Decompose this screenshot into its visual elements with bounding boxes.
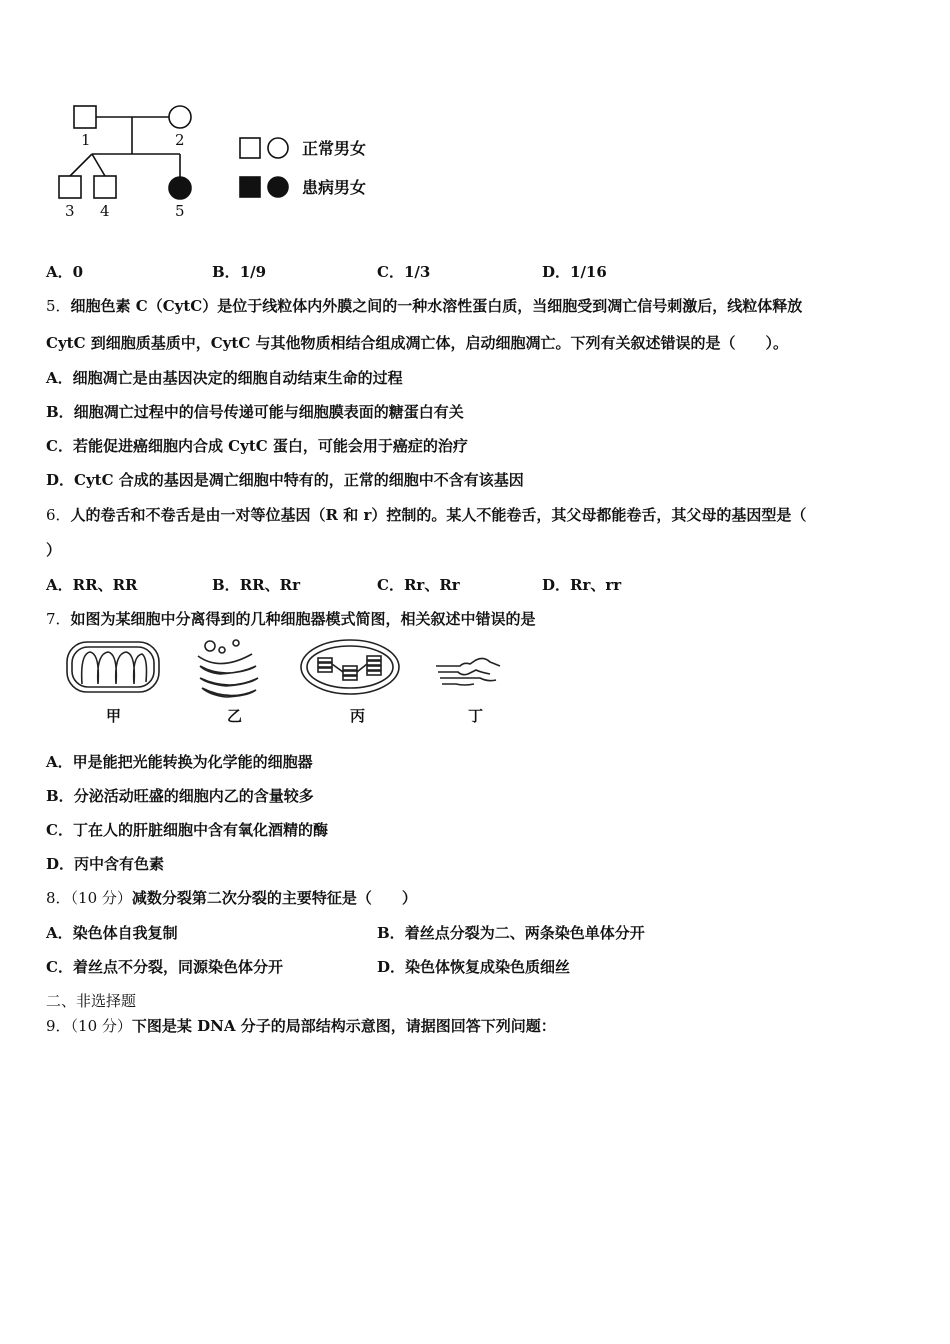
figure-label-jia: 甲: [106, 707, 122, 725]
q4-option-d: D．1/16: [542, 263, 607, 281]
q7-option-b: B．分泌活动旺盛的细胞内乙的含量较多: [46, 787, 314, 805]
q5-option-d: D．CytC 合成的基因是凋亡细胞中特有的，正常的细胞中不含有该基因: [46, 471, 524, 489]
q8-option-b: B．着丝点分裂为二、两条染色单体分开: [377, 924, 645, 942]
figure-label-bing: 丙: [350, 707, 366, 725]
individual-5-affected-female: [169, 177, 191, 199]
legend-affected-text: 患病男女: [302, 178, 367, 197]
pedigree-label: 5: [175, 202, 185, 220]
q8-option-d: D．染色体恢复成染色质细丝: [377, 958, 571, 976]
q6-option-d: D．Rr、rr: [542, 576, 622, 594]
q7-option-c: C．丁在人的肝脏细胞中含有氧化酒精的酶: [46, 821, 328, 839]
pedigree-figure: [40, 98, 400, 226]
q6-option-a: A．RR、RR: [46, 576, 138, 594]
legend-normal-female: [268, 138, 288, 158]
figure-label-yi: 乙: [227, 707, 243, 725]
figure-label-ding: 丁: [468, 707, 484, 725]
q5-option-b: B．细胞凋亡过程中的信号传递可能与细胞膜表面的糖蛋白有关: [46, 403, 464, 421]
individual-3-male: [59, 176, 81, 198]
q5-stem-line2: CytC 到细胞质基质中，CytC 与其他物质相结合组成凋亡体，启动细胞凋亡。下列有关叙述错误的是（ ）。: [46, 334, 788, 352]
chloroplast-drawing: [301, 640, 399, 694]
legend-affected-female: [268, 177, 288, 197]
individual-1-male: [74, 106, 96, 128]
q4-option-b: B．1/9: [212, 263, 267, 281]
pedigree-label: 2: [175, 131, 185, 149]
q6-option-c: C．Rr、Rr: [377, 576, 460, 594]
q6-stem-line2: ）: [46, 541, 62, 559]
q5-stem-line1: 5．细胞色素 C（CytC）是位于线粒体内外膜之间的一种水溶性蛋白质，当细胞受到凋亡信号刺激后，线粒体释放: [46, 297, 803, 315]
q8-stem: 8．（10 分）减数分裂第二次分裂的主要特征是（ ）: [46, 889, 417, 907]
organelle-figure: [60, 636, 520, 728]
q5-option-a: A．细胞凋亡是由基因决定的细胞自动结束生命的过程: [46, 369, 403, 387]
legend-normal-male: [240, 138, 260, 158]
q6-option-b: B．RR、Rr: [212, 576, 300, 594]
individual-4-male: [94, 176, 116, 198]
q7-stem: 7．如图为某细胞中分离得到的几种细胞器模式简图，相关叙述中错误的是: [46, 610, 536, 628]
q8-option-c: C．着丝点不分裂，同源染色体分开: [46, 958, 283, 976]
q8-option-a: A．染色体自我复制: [46, 924, 178, 942]
q7-option-a: A．甲是能把光能转换为化学能的细胞器: [46, 753, 313, 771]
q4-option-a: A．0: [46, 263, 84, 281]
q6-stem-line1: 6．人的卷舌和不卷舌是由一对等位基因（R 和 r）控制的。某人不能卷舌，其父母都能卷舌，其父母的基因型是（: [46, 506, 807, 524]
pedigree-label: 4: [100, 202, 110, 220]
individual-2-female: [169, 106, 191, 128]
mitochondrion-drawing: [67, 642, 159, 692]
q4-option-c: C．1/3: [377, 263, 431, 281]
q5-option-c: C．若能促进癌细胞内合成 CytC 蛋白，可能会用于癌症的治疗: [46, 437, 468, 455]
pedigree-label: 3: [65, 202, 75, 220]
legend-normal-text: 正常男女: [302, 139, 367, 158]
legend-affected-male: [240, 177, 260, 197]
pedigree-label: 1: [81, 131, 91, 149]
section-heading-nonchoice: 二、非选择题: [46, 992, 137, 1010]
q7-option-d: D．丙中含有色素: [46, 855, 165, 873]
er-drawing: [436, 658, 500, 685]
q9-stem: 9．（10 分）下图是某 DNA 分子的局部结构示意图，请据图回答下列问题：: [46, 1017, 556, 1035]
golgi-drawing: [198, 640, 258, 697]
